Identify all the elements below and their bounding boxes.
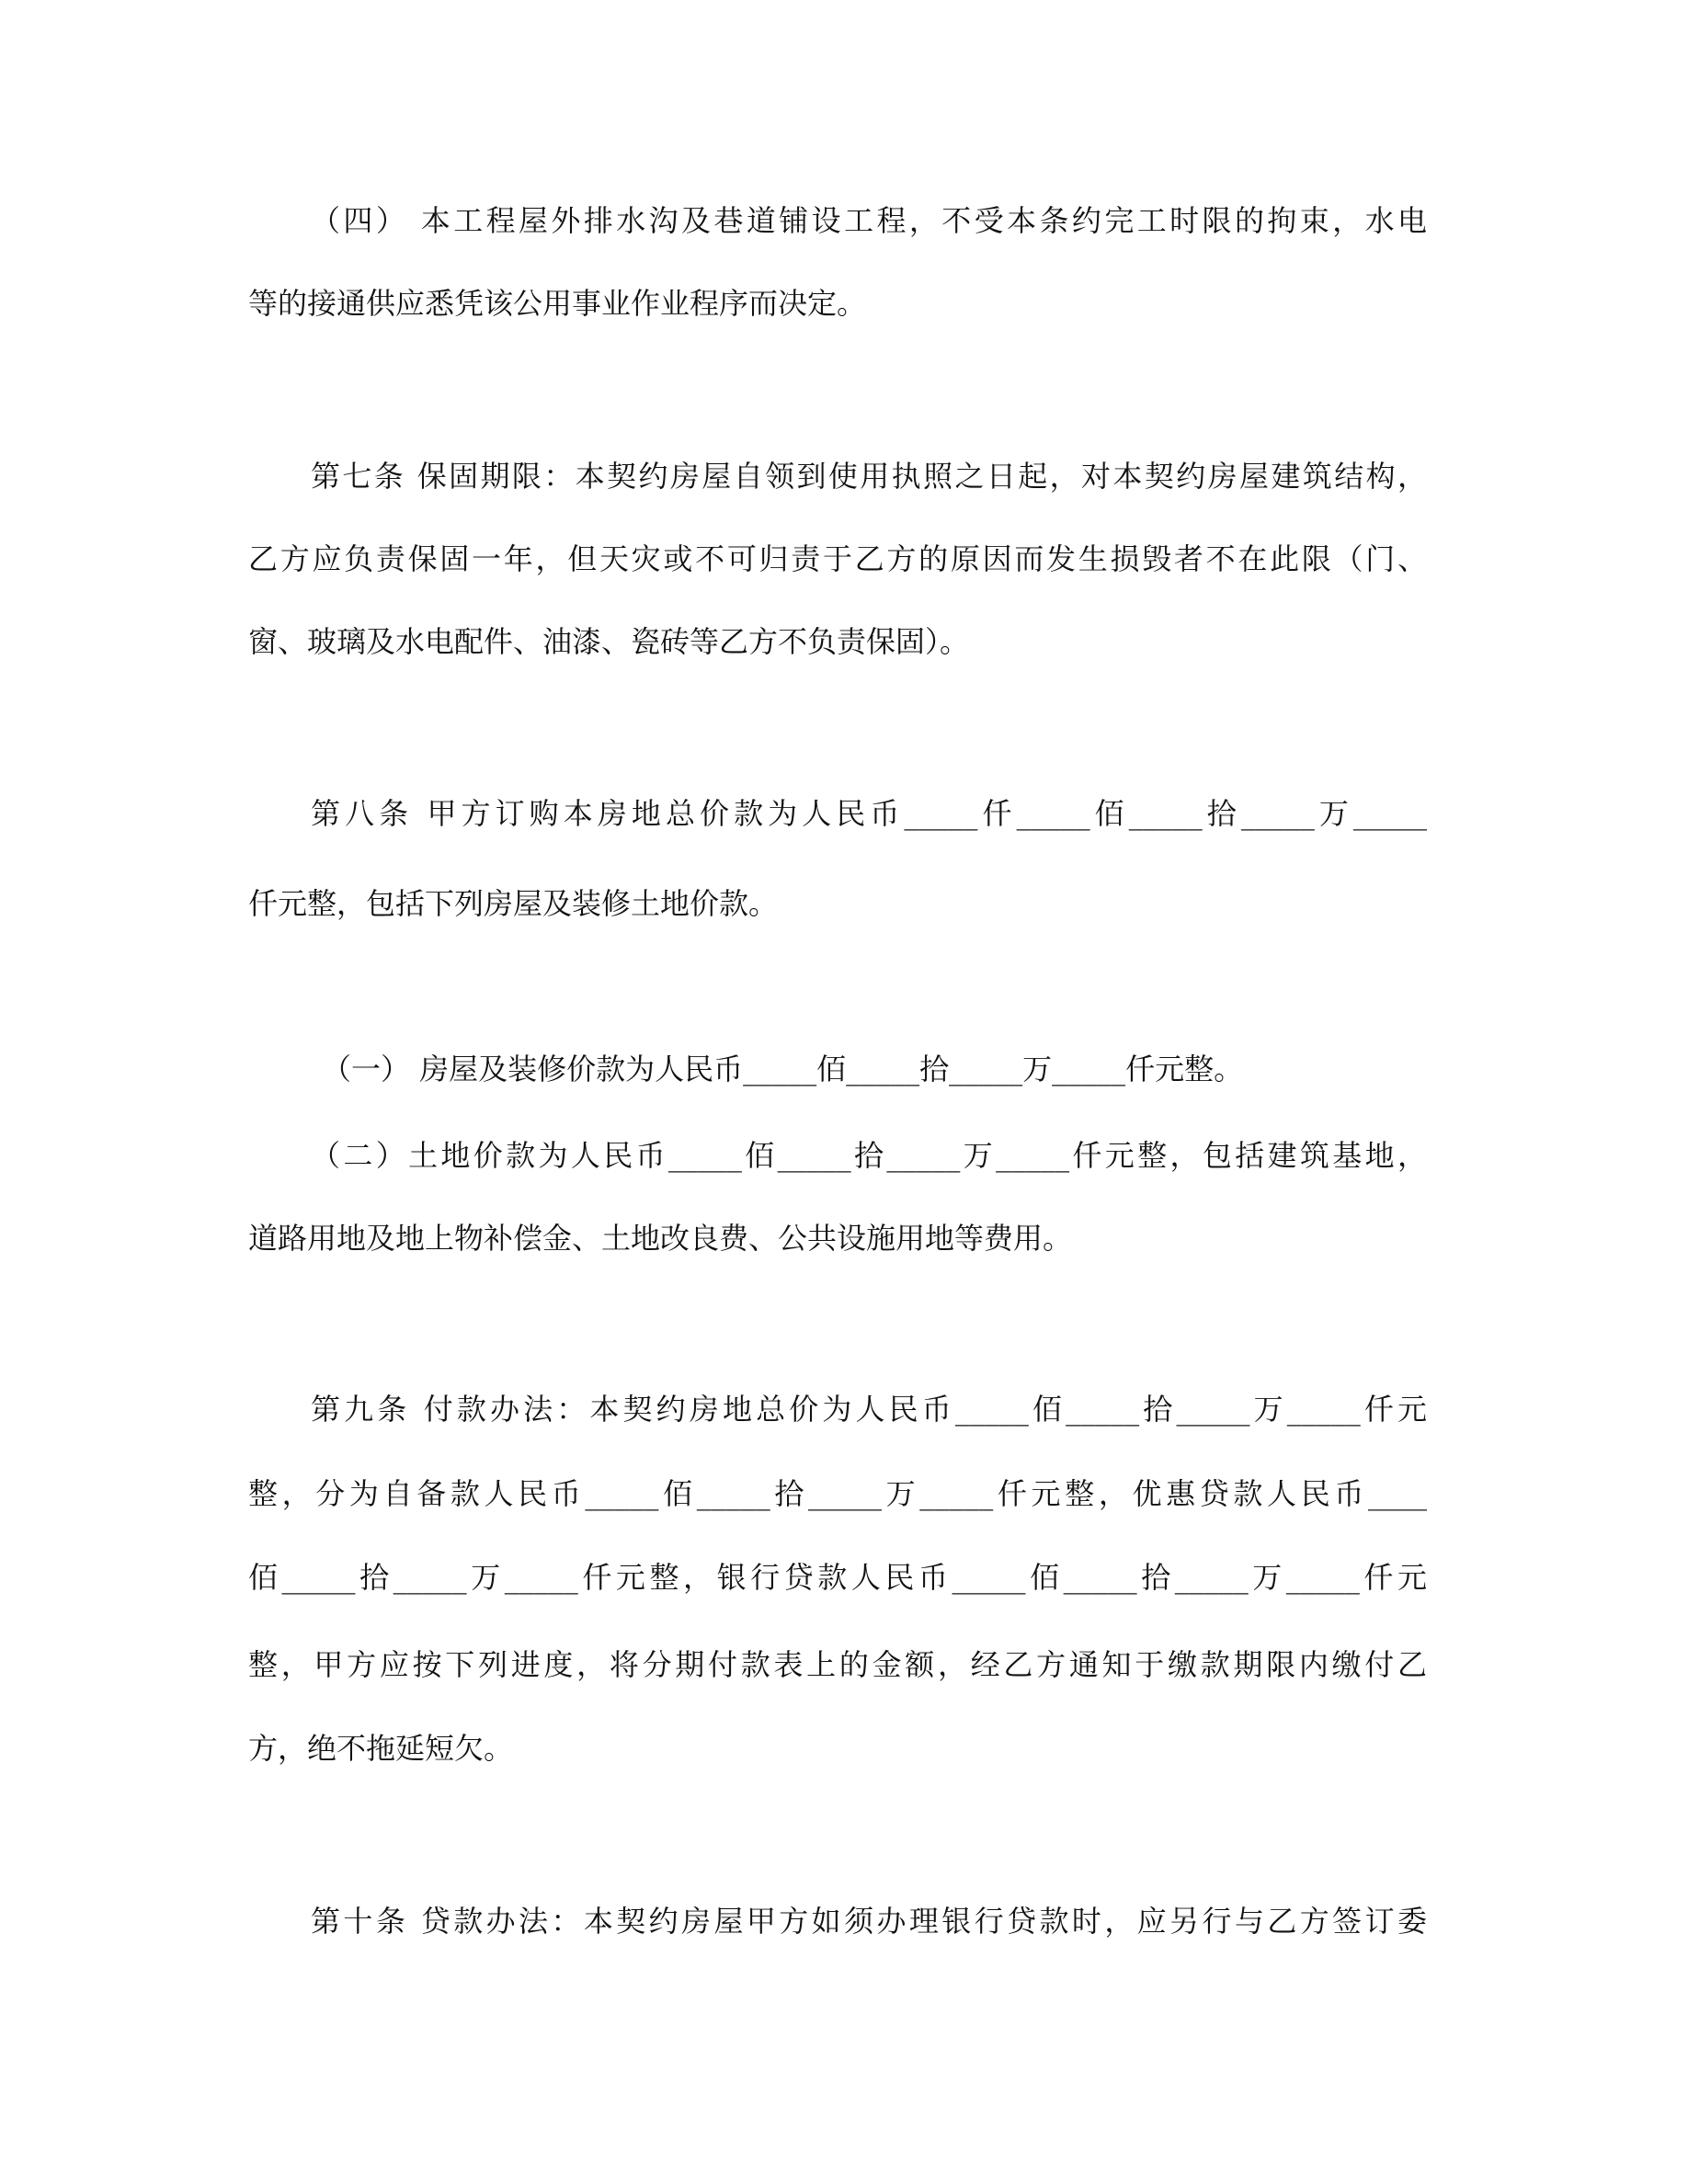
- clause-9-line-5: 方，绝不拖延短欠。: [248, 1731, 514, 1766]
- clause-7-line-1: 第七条 保固期限：本契约房屋自领到使用执照之日起，对本契约房屋建筑结构，: [311, 459, 1427, 494]
- clause-9-line-3: 佰_____拾_____万_____仟元整，银行贷款人民币_____佰_____拾_____万_____仟元: [248, 1560, 1427, 1595]
- clause-8-line-2: 仟元整，包括下列房屋及装修土地价款。: [248, 886, 779, 921]
- clause-6-item-4-line-1: （四） 本工程屋外排水沟及巷道铺设工程，不受本条约完工时限的拘束，水电: [311, 203, 1427, 238]
- clause-9-line-4: 整，甲方应按下列进度，将分期付款表上的金额，经乙方通知于缴款期限内缴付乙: [248, 1647, 1427, 1682]
- clause-9-line-1: 第九条 付款办法：本契约房地总价为人民币_____佰_____拾_____万_____仟元: [311, 1392, 1427, 1427]
- clause-8-line-1: 第八条 甲方订购本房地总价款为人民币_____仟_____佰_____拾_____万_____: [311, 796, 1427, 831]
- clause-7-line-3: 窗、玻璃及水电配件、油漆、瓷砖等乙方不负责保固）。: [248, 624, 970, 659]
- clause-10-line-1: 第十条 贷款办法：本契约房屋甲方如须办理银行贷款时，应另行与乙方签订委: [311, 1904, 1427, 1939]
- clause-8-item-1: （一） 房屋及装修价款为人民币_____佰_____拾_____万_____仟元整。: [322, 1052, 1244, 1086]
- clause-8-item-2-line-1: （二）土地价款为人民币_____佰_____拾_____万_____仟元整，包括建筑基地，: [311, 1138, 1427, 1173]
- clause-8-item-2-line-2: 道路用地及地上物补偿金、土地改良费、公共设施用地等费用。: [248, 1221, 1073, 1256]
- clause-9-line-2: 整，分为自备款人民币_____佰_____拾_____万_____仟元整，优惠贷款人民币____: [248, 1476, 1427, 1511]
- clause-6-item-4-line-2: 等的接通供应悉凭该公用事业作业程序而决定。: [248, 286, 867, 321]
- clause-7-line-2: 乙方应负责保固一年，但天灾或不可归责于乙方的原因而发生损毁者不在此限（门、: [248, 541, 1427, 576]
